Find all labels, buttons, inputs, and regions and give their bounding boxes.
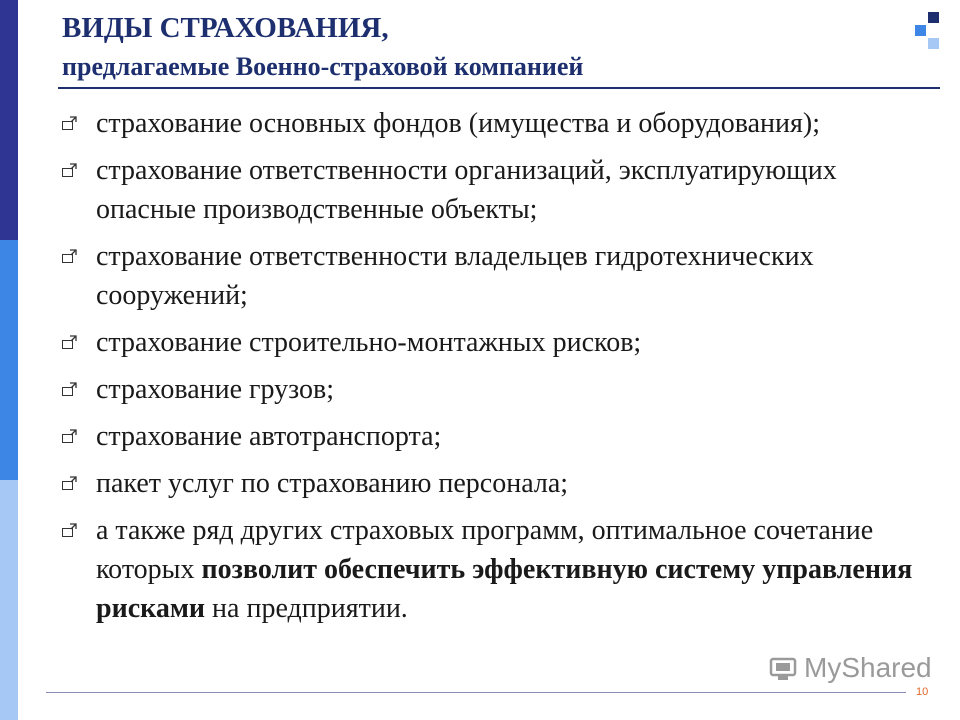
- bullet-arrow-icon: [62, 116, 80, 130]
- list-item: [62, 104, 942, 143]
- slide-subtitle: предлагаемые Военно-страховой компанией: [62, 52, 584, 81]
- list-item: [62, 237, 942, 315]
- bullet-text: страхование строительно-монтажных рисков;: [96, 327, 642, 358]
- bullet-arrow-icon: [62, 523, 80, 537]
- list-item: [62, 151, 942, 229]
- myshared-logo-icon: [768, 653, 800, 683]
- bullet-list: [62, 104, 942, 636]
- sidebar-stripe-dark: [0, 0, 18, 240]
- bullet-text: страхование основных фондов (имущества и оборудования);: [96, 108, 820, 139]
- bullet-text: страхование автотранспорта;: [96, 421, 442, 452]
- sidebar-stripe-light: [0, 480, 18, 720]
- bullet-text: страхование ответственности владельцев гидротехнических сооружений;: [96, 241, 814, 311]
- bullet-arrow-icon: [62, 163, 80, 177]
- list-item: [62, 370, 942, 409]
- list-item: [62, 417, 942, 456]
- bullet-text: страхование ответственности организаций, эксплуатирующих опасные производственные объекты;: [96, 155, 837, 225]
- bullet-text-bold: позволит обеспечить эффективную систему управления рисками: [96, 554, 913, 624]
- bullet-arrow-icon: [62, 429, 80, 443]
- list-item: [62, 464, 942, 503]
- list-item: [62, 323, 942, 362]
- bullet-arrow-icon: [62, 249, 80, 263]
- bullet-text: пакет услуг по страхованию персонала;: [96, 468, 569, 499]
- bullet-text-regular: а также ряд других страховых программ, оптимальное сочетание которых: [96, 515, 874, 585]
- list-item: [62, 511, 942, 628]
- sidebar-stripe-mid: [0, 240, 18, 480]
- bullet-text-regular: на предприятии.: [205, 593, 408, 624]
- title-divider: [58, 87, 940, 89]
- bullet-arrow-icon: [62, 335, 80, 349]
- bullet-text: страхование грузов;: [96, 374, 335, 405]
- footer-divider: [46, 692, 906, 693]
- page-number: 10: [916, 686, 929, 698]
- slide-title: ВИДЫ СТРАХОВАНИЯ,: [62, 12, 389, 44]
- bullet-arrow-icon: [62, 476, 80, 490]
- watermark: [768, 652, 932, 684]
- bullet-arrow-icon: [62, 382, 80, 396]
- watermark-text: MyShared: [804, 652, 932, 683]
